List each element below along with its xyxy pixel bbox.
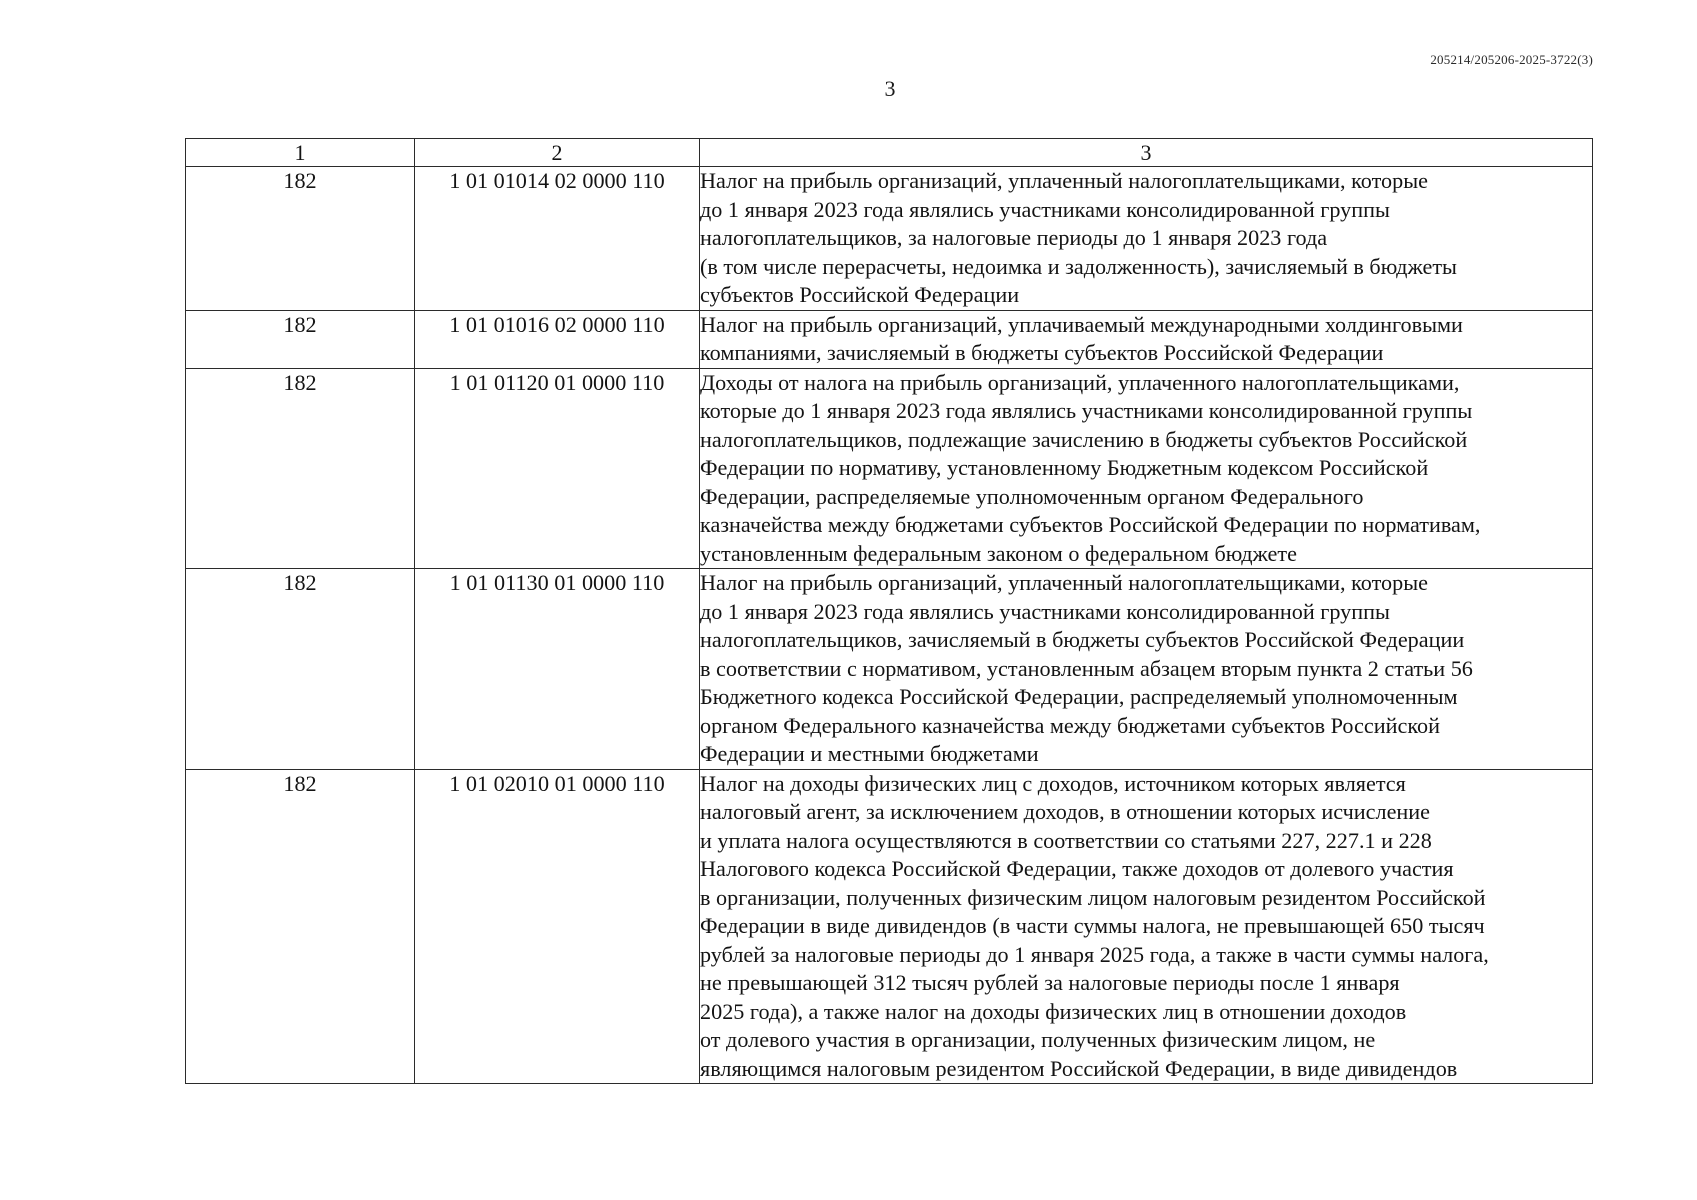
description-line: являющимся налоговым резидентом Российской Федерации, в виде дивидендов bbox=[700, 1055, 1458, 1081]
description-line: установленным федеральным законом о федеральном бюджете bbox=[700, 540, 1297, 566]
description-line: Налог на доходы физических лиц с доходов, источником которых является bbox=[700, 770, 1406, 796]
description-line: Федерации в виде дивидендов (в части суммы налога, не превышающей 650 тысяч bbox=[700, 913, 1485, 938]
table-row bbox=[186, 167, 1593, 311]
description-line: налогоплательщиков, подлежащие зачислению в бюджеты субъектов Российской bbox=[700, 426, 1468, 452]
admin-code-cell: 182 bbox=[186, 167, 415, 311]
description-line: 2025 года), а также налог на доходы физических лиц в отношении доходов bbox=[700, 998, 1407, 1024]
description-cell bbox=[700, 368, 1593, 569]
description-line: до 1 января 2023 года являлись участниками консолидированной группы bbox=[700, 598, 1390, 624]
kbk-code-cell: 1 01 01014 02 0000 110 bbox=[415, 167, 700, 311]
table-body bbox=[186, 167, 1593, 1084]
budget-codes-table bbox=[185, 138, 1593, 1084]
description-line: Налогового кодекса Российской Федерации, также доходов от долевого участия bbox=[700, 856, 1454, 881]
page-number: 3 bbox=[884, 76, 896, 101]
description-line: органом Федерального казначейства между бюджетами субъектов Российской bbox=[700, 712, 1440, 738]
description-cell bbox=[700, 569, 1593, 770]
description-line: Налог на прибыль организаций, уплаченный налогоплательщиками, которые bbox=[700, 168, 1428, 193]
description-line: рублей за налоговые периоды до 1 января 2025 года, а также в части суммы налога, bbox=[700, 941, 1489, 967]
description-line: налоговый агент, за исключением доходов, в отношении которых исчисление bbox=[700, 799, 1431, 824]
description-cell bbox=[700, 167, 1593, 311]
description-line: Налог на прибыль организаций, уплаченный налогоплательщиками, которые bbox=[700, 570, 1428, 595]
admin-code-cell: 182 bbox=[186, 368, 415, 569]
admin-code-cell: 182 bbox=[186, 310, 415, 368]
document-id: 205214/205206-2025-3722(3) bbox=[1430, 52, 1593, 67]
column-header-1: 1 bbox=[186, 139, 415, 167]
description-line: Федерации, распределяемые уполномоченным органом Федерального bbox=[700, 483, 1364, 509]
description-line: субъектов Российской Федерации bbox=[700, 282, 1020, 307]
kbk-code-cell: 1 01 01120 01 0000 110 bbox=[415, 368, 700, 569]
description-line: не превышающей 312 тысяч рублей за налоговые периоды после 1 января bbox=[700, 970, 1400, 995]
description-line: в организации, полученных физическим лицом налоговым резидентом Российской bbox=[700, 884, 1486, 910]
description-cell bbox=[700, 310, 1593, 368]
description-line: налогоплательщиков, зачисляемый в бюджеты субъектов Российской Федерации bbox=[700, 627, 1465, 652]
description-line: налогоплательщиков, за налоговые периоды до 1 января 2023 года bbox=[700, 225, 1328, 250]
description-line: от долевого участия в организации, полученных физическим лицом, не bbox=[700, 1027, 1376, 1052]
description-line: Налог на прибыль организаций, уплачиваемый международными холдинговыми bbox=[700, 311, 1463, 337]
description-line: компаниями, зачисляемый в бюджеты субъектов Российской Федерации bbox=[700, 340, 1384, 365]
table-row bbox=[186, 569, 1593, 770]
table-row bbox=[186, 368, 1593, 569]
description-line: и уплата налога осуществляются в соответствии со статьями 227, 227.1 и 228 bbox=[700, 827, 1432, 853]
description-line: (в том числе перерасчеты, недоимка и задолженность), зачисляемый в бюджеты bbox=[700, 253, 1457, 279]
admin-code-cell: 182 bbox=[186, 569, 415, 770]
description-cell bbox=[700, 769, 1593, 1084]
table-row bbox=[186, 310, 1593, 368]
kbk-code-cell: 1 01 01016 02 0000 110 bbox=[415, 310, 700, 368]
kbk-code-cell: 1 01 01130 01 0000 110 bbox=[415, 569, 700, 770]
table-header-row bbox=[186, 139, 1593, 167]
kbk-code-cell: 1 01 02010 01 0000 110 bbox=[415, 769, 700, 1084]
admin-code-cell: 182 bbox=[186, 769, 415, 1084]
table-row bbox=[186, 769, 1593, 1084]
description-line: казначейства между бюджетами субъектов Российской Федерации по нормативам, bbox=[700, 512, 1481, 537]
column-header-2: 2 bbox=[415, 139, 700, 167]
description-line: Доходы от налога на прибыль организаций, уплаченного налогоплательщиками, bbox=[700, 369, 1460, 395]
description-line: до 1 января 2023 года являлись участниками консолидированной группы bbox=[700, 196, 1390, 222]
description-line: Федерации и местными бюджетами bbox=[700, 741, 1039, 766]
description-line: Бюджетного кодекса Российской Федерации, распределяемый уполномоченным bbox=[700, 684, 1458, 709]
column-header-3: 3 bbox=[700, 139, 1593, 167]
description-line: которые до 1 января 2023 года являлись участниками консолидированной группы bbox=[700, 398, 1473, 423]
description-line: Федерации по нормативу, установленному Бюджетным кодексом Российской bbox=[700, 455, 1429, 480]
description-line: в соответствии с нормативом, установленным абзацем вторым пункта 2 статьи 56 bbox=[700, 655, 1473, 681]
